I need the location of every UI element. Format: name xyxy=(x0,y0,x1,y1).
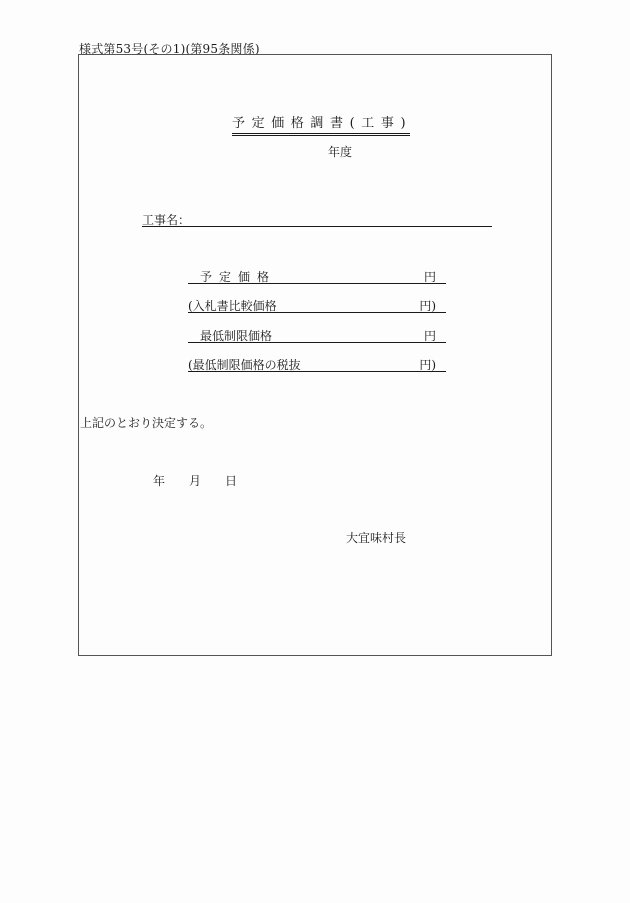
price-row-estimated xyxy=(188,268,446,284)
document-title: 予定価格調書(工事) xyxy=(232,112,410,136)
estimated-price-label: 予定価格 xyxy=(200,270,277,284)
price-row-minimum-excl-tax xyxy=(188,356,446,372)
date-year: 年 xyxy=(153,474,166,488)
fiscal-year-label: 年度 xyxy=(328,145,353,159)
minimum-price-excl-tax-label: (最低制限価格の税抜 xyxy=(188,358,301,372)
bid-comparison-price-unit: 円) xyxy=(419,299,436,313)
estimated-price-unit: 円 xyxy=(423,270,436,284)
signatory-mayor: 大宜味村長 xyxy=(346,531,407,545)
date-day: 日 xyxy=(225,474,238,488)
decision-statement: 上記のとおり決定する。 xyxy=(80,416,213,430)
form-number-label: 様式第53号(その1)(第95条関係) xyxy=(79,42,260,56)
minimum-price-label: 最低制限価格 xyxy=(200,329,273,343)
bid-comparison-price-label: (入札書比較価格 xyxy=(188,299,277,313)
project-name-label: 工事名： xyxy=(142,213,191,227)
minimum-price-excl-tax-unit: 円) xyxy=(419,358,436,372)
minimum-price-unit: 円 xyxy=(423,329,436,343)
date-month: 月 xyxy=(189,474,202,488)
project-name-row xyxy=(142,211,492,227)
document-frame xyxy=(78,54,552,656)
price-row-bid-comparison xyxy=(188,297,446,313)
price-row-minimum xyxy=(188,327,446,343)
